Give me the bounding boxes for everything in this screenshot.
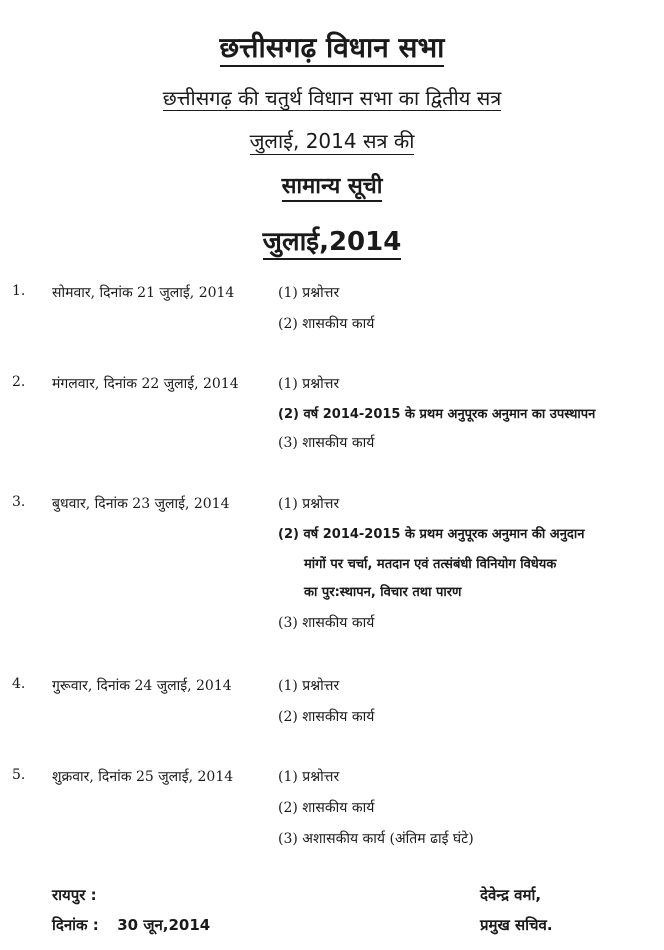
entry-item: (1) प्रश्नोत्तर <box>278 285 340 301</box>
entry-item-continuation: का पुर:स्थापन, विचार तथा पारण <box>304 585 462 600</box>
entry-item: (2) वर्ष 2014-2015 के प्रथम अनुपूरक अनुमान की अनुदान <box>278 527 585 542</box>
place-label: रायपुर : <box>52 886 97 904</box>
list-title: सामान्य सूची <box>0 170 664 200</box>
date-value: 30 जून,2014 <box>117 916 211 934</box>
entry-item: (2) शासकीय कार्य <box>278 316 375 332</box>
entry-day: बुधवार, दिनांक 23 जुलाई, 2014 <box>52 496 230 512</box>
entry-item: (2) वर्ष 2014-2015 के प्रथम अनुपूरक अनुमान का उपस्थापन <box>278 407 596 422</box>
entry-item: (3) शासकीय कार्य <box>278 615 375 631</box>
entry-item: (1) प्रश्नोत्तर <box>278 769 340 785</box>
entry-day: गुरूवार, दिनांक 24 जुलाई, 2014 <box>52 678 232 694</box>
entry-day: मंगलवार, दिनांक 22 जुलाई, 2014 <box>52 376 239 392</box>
entry-item: (2) शासकीय कार्य <box>278 709 375 725</box>
entry-number: 5. <box>12 767 26 783</box>
entry-item: (3) अशासकीय कार्य (अंतिम ढाई घंटे) <box>278 831 474 847</box>
entry-number: 3. <box>12 494 26 510</box>
entry-item: (3) शासकीय कार्य <box>278 435 375 451</box>
signatory-designation: प्रमुख सचिव. <box>480 916 553 934</box>
assembly-title: छत्तीसगढ़ विधान सभा <box>0 28 664 66</box>
signatory-name: देवेन्द्र वर्मा, <box>480 886 542 904</box>
session-subtitle: छत्तीसगढ़ की चतुर्थ विधान सभा का द्वितीय सत्र <box>162 86 502 110</box>
date-label: दिनांक : <box>52 916 99 934</box>
entry-item: (1) प्रश्नोत्तर <box>278 678 340 694</box>
entry-day: शुक्रवार, दिनांक 25 जुलाई, 2014 <box>52 769 234 785</box>
entry-number: 4. <box>12 676 26 692</box>
footer-place-date <box>52 880 210 940</box>
entry-item: (1) प्रश्नोत्तर <box>278 376 340 392</box>
session-line: जुलाई, 2014 सत्र की <box>249 129 415 153</box>
entry-item: (1) प्रश्नोत्तर <box>278 496 340 512</box>
month-heading: जुलाई,2014 <box>0 222 664 258</box>
entry-item: (2) शासकीय कार्य <box>278 800 375 816</box>
footer-signatory <box>480 880 553 940</box>
entry-day: सोमवार, दिनांक 21 जुलाई, 2014 <box>52 285 235 301</box>
date-line <box>52 910 210 940</box>
entry-number: 2. <box>12 374 26 390</box>
entry-number: 1. <box>12 283 26 299</box>
entry-item-continuation: मांगों पर चर्चा, मतदान एवं तत्संबंधी विनियोग विधेयक <box>304 557 557 572</box>
